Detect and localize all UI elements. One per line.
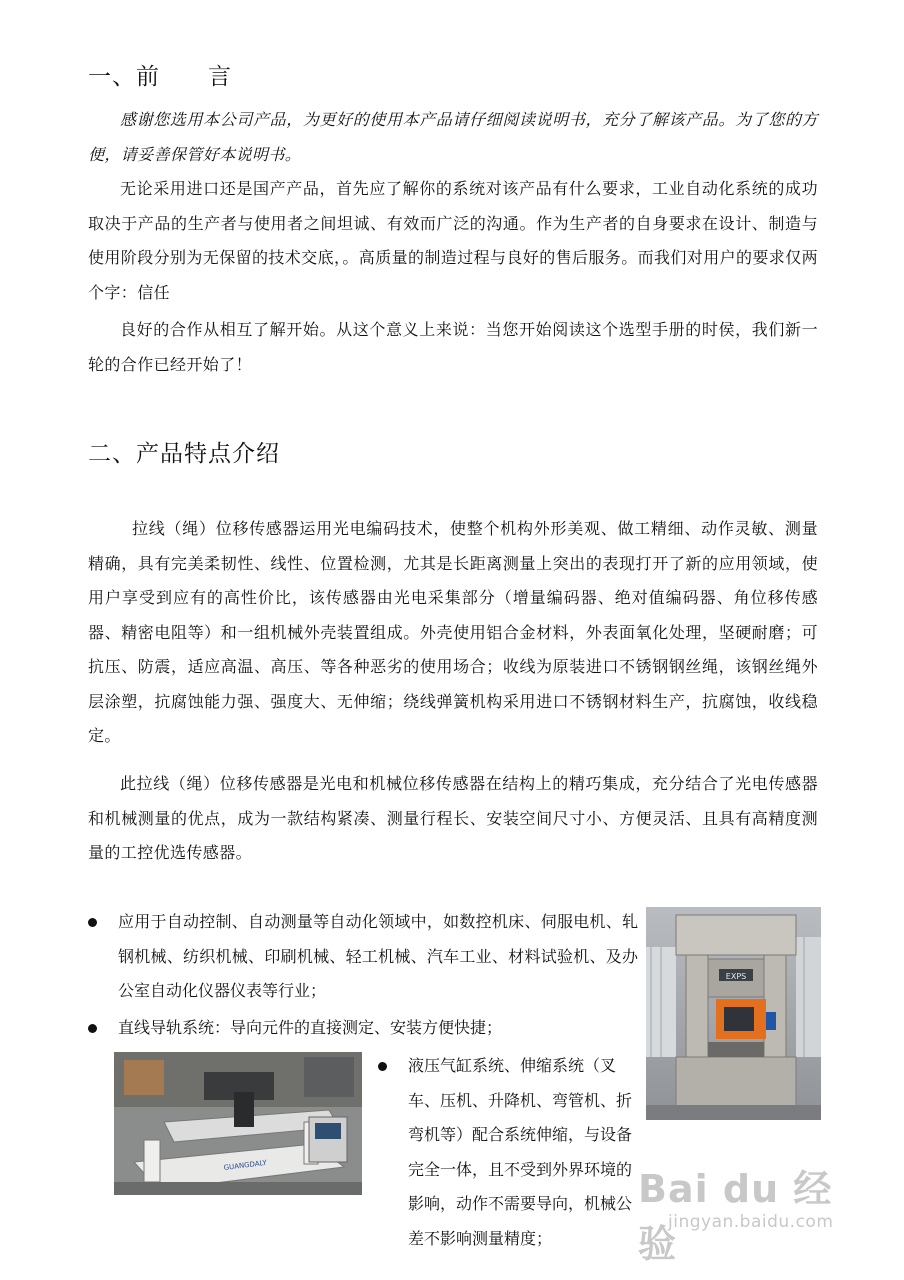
bullet-hydraulic-text: 液压气缸系统、伸缩系统（叉车、压机、升降机、弯管机、折弯机等）配合系统伸缩，与设备完全一体，且不受到外界环境的影响，动作不需要导向，机械公差不影响测量精度； bbox=[408, 1056, 633, 1248]
bullet-dot bbox=[88, 918, 97, 927]
bullet-linear-guide: 直线导轨系统：导向元件的直接测定、安装方便快捷； bbox=[118, 1018, 503, 1037]
bullet-dot bbox=[378, 1062, 387, 1071]
preface-paragraph-1: 感谢您选用本公司产品，为更好的使用本产品请仔细阅读说明书，充分了解该产品。为了您的方便，请妥善保管好本说明书。 bbox=[88, 110, 818, 164]
press-machine-photo bbox=[646, 907, 821, 1120]
features-paragraph-1: 拉线（绳）位移传感器运用光电编码技术，使整个机构外形美观、做工精细、动作灵敏、测量精确，具有完美柔韧性、线性、位置检测，尤其是长距离测量上突出的表现打开了新的应用领域，使用户享受到应有的高性价比，该传感器由光电采集部分（增量编码器、绝对值编码器、角位移传感器、精密电阻等）和一组机械外壳装置组成。外壳使用铝合金材料，外表面氧化处理，坚硬耐磨；可抗压、防震，适应高温、高压、等各种恶劣的使用场合；收线为原装进口不锈钢钢丝绳，该钢丝绳外层涂塑，抗腐蚀能力强、强度大、无伸缩；绕线弹簧机构采用进口不锈钢材料生产，抗腐蚀，收线稳定。 bbox=[88, 519, 818, 745]
bullet-applications: 应用于自动控制、自动测量等自动化领域中，如数控机床、伺服电机、轧钢机械、纺织机械、印刷机械、轻工机械、汽车工业、材料试验机、及办公室自动化仪器仪表等行业； bbox=[118, 912, 638, 1000]
baidu-jingyan-logo: Bai du 经验 bbox=[638, 1167, 833, 1266]
bullet-hydraulic bbox=[408, 1049, 638, 1256]
gantry-machine-photo bbox=[114, 1052, 362, 1195]
watermark-url: jingyan.baidu.com bbox=[668, 1212, 834, 1232]
section-title-preface: 一、前 言 bbox=[88, 64, 232, 90]
bullet-dot bbox=[88, 1024, 97, 1033]
gantry-machine-illustration bbox=[114, 1052, 362, 1195]
press-machine-label: EXPS bbox=[725, 972, 747, 981]
preface-paragraph-3: 良好的合作从相互了解开始。从这个意义上来说：当您开始阅读这个选型手册的时侯，我们新一轮的合作已经开始了！ bbox=[88, 320, 818, 374]
features-paragraph-2: 此拉线（绳）位移传感器是光电和机械位移传感器在结构上的精巧集成，充分结合了光电传感器和机械测量的优点，成为一款结构紧凑、测量行程长、安装空间尺寸小、方便灵活、且具有高精度测量的工控优选传感器。 bbox=[88, 774, 818, 862]
section-title-features: 二、产品特点介绍 bbox=[88, 441, 280, 467]
gantry-machine-label: GUANGDALY bbox=[223, 1158, 268, 1172]
preface-paragraph-2: 无论采用进口还是国产产品，首先应了解你的系统对该产品有什么要求，工业自动化系统的成功取决于产品的生产者与使用者之间坦诚、有效而广泛的沟通。作为生产者的自身要求在设计、制造与使用阶段分别为无保留的技术交底，。高质量的制造过程与良好的售后服务。而我们对用户的要求仅两个字：信任 bbox=[88, 179, 819, 302]
press-machine-illustration bbox=[646, 907, 821, 1120]
